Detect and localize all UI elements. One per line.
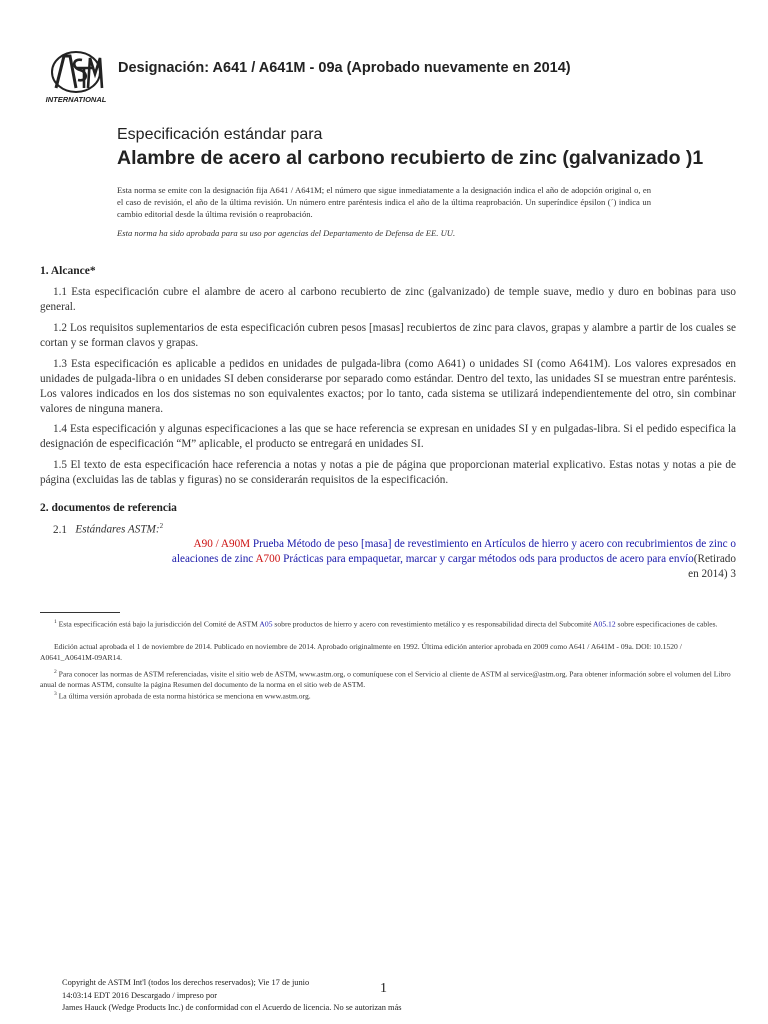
page-number: 1 <box>380 981 387 996</box>
astm-standards-line <box>40 522 163 536</box>
section-2-heading: 2. documentos de referencia <box>40 502 177 514</box>
astm-logo-icon <box>42 50 110 104</box>
paragraph-text: 1.5 El texto de esta especificación hace referencia a notas y notas a pie de página que proporcionan material explicativo. Estas notas y notas a pie de página (excluidas las de tablas y figuras) no se considerarán requisitos de la especificación. <box>40 459 736 486</box>
reference-list <box>160 537 736 582</box>
footnote-sup: 1 <box>54 619 57 625</box>
paragraph-1-3 <box>40 357 736 417</box>
paragraph-1-1 <box>40 285 736 315</box>
footnote-text: Para conocer las normas de ASTM referenciadas, visite el sitio web de ASTM, www.astm.org, o comuníquese con el Servicio al cliente de ASTM al service@astm.org. Para obtener información sobre el volumen del Libro anual de normas ASTM, consulte la página Resumen del documento de la norma en el sitio web de ASTM. <box>40 669 731 690</box>
section-1-heading: 1. Alcance* <box>40 265 96 277</box>
intro-note: Esta norma se emite con la designación fija A641 / A641M; el número que sigue inmediatamente a la designación indica el año de adopción original o, en el caso de revisión, el año de la última revisión. Un número entre paréntesis indica el año de la última reaprobación. Un superíndice épsilon (´) indica un cambio editorial desde la última revisión o reaprobación. <box>117 185 651 219</box>
spec-label: Especificación estándar para <box>117 126 323 143</box>
ref-a90-title-link[interactable]: Prueba Método de peso [masa] de revestimiento en Artículos de hierro y acero con recubrimientos de zinc o aleaciones de zinc <box>171 538 736 565</box>
footnote-sup: 2 <box>54 669 57 675</box>
ref-a700-note: (Retirado en 2014) 3 <box>688 553 736 580</box>
logo-subtext: INTERNATIONAL <box>45 95 107 104</box>
document-title: Alambre de acero al carbono recubierto de zinc (galvanizado )1 <box>117 147 704 169</box>
footnote-sup: 3 <box>54 691 57 697</box>
paragraph-1-5 <box>40 458 736 488</box>
paragraph-text: 1.4 Esta especificación y algunas especificaciones a las que se hace referencia se expresan en unidades SI y en pulgadas-libra. Si el pedido especifica la designación de especificación “M” aplicable, el producto se entregará en unidades SI. <box>40 423 736 450</box>
designation: Designación: A641 / A641M - 09a (Aprobado nuevamente en 2014) <box>118 60 571 76</box>
footnote-1 <box>40 617 736 630</box>
paragraph-1-4 <box>40 422 736 452</box>
copyright-notice <box>62 977 452 1015</box>
paragraph-text: 1.3 Esta especificación es aplicable a pedidos en unidades de pulgada-libra (como A641) o unidades SI (como A641M). Los valores expresados en unidades de pulgada-libra o en unidades SI deben considerarse por separado como estándar. Dentro del texto, las unidades SI se muestran entre paréntesis. Los valores indicados en los dos sistemas no son equivalentes exactos; por lo tanto, cada sistema se utilizará independientemente del otro, sin combinar valores de ninguna manera. <box>40 358 736 415</box>
copyright-line: 14:03:14 EDT 2016 Descargado / impreso por <box>62 990 218 1000</box>
footnote-1-edition <box>40 642 736 663</box>
footnote-ref: 2 <box>159 522 164 530</box>
footnote-text: La última versión aprobada de esta norma histórica se menciona en www.astm.org. <box>58 691 311 701</box>
footnote-3 <box>40 689 736 702</box>
subsection-number: 2.1 <box>53 523 67 536</box>
footnote-text: Esta especificación está bajo la jurisdicción del Comité de ASTM <box>58 619 258 629</box>
subsection-label: Estándares ASTM: <box>75 523 160 536</box>
paragraph-1-2 <box>40 321 736 351</box>
astm-logo <box>42 50 110 104</box>
footnote-2 <box>40 667 736 691</box>
footnote-text: sobre especificaciones de cables. <box>617 619 718 629</box>
copyright-line: James Hauck (Wedge Products Inc.) de conformidad con el Acuerdo de licencia. No se autorizan más <box>62 1003 402 1012</box>
footnote-text: sobre productos de hierro y acero con revestimiento metálico y es responsabilidad directa del Subcomité <box>274 619 592 629</box>
dod-note: Esta norma ha sido aprobada para su uso por agencias del Departamento de Defensa de EE. UU. <box>117 228 456 238</box>
paragraph-text: 1.2 Los requisitos suplementarios de esta especificación cubren pesos [masas] recubiertos de zinc para clavos, grapas y alambre a partir de los cuales se cortan y se forman clavos y grapas. <box>40 322 736 349</box>
ref-a700-title-link[interactable]: Prácticas para empaquetar, marcar y cargar métodos ods para productos de acero para envío <box>283 553 694 565</box>
ref-a700-link[interactable]: A700 <box>255 553 281 565</box>
footnote-divider <box>40 612 120 613</box>
paragraph-text: 1.1 Esta especificación cubre el alambre de acero al carbono recubierto de zinc (galvanizado) de temple suave, medio y duro en bobinas para uso general. <box>40 286 736 313</box>
subcommittee-a0512-link[interactable]: A05.12 <box>593 619 616 629</box>
footnote-text: Edición actual aprobada el 1 de noviembre de 2014. Publicado en noviembre de 2014. Aprobado originalmente en 1992. Última edición anterior aprobada en 2009 como A641 / A641M - 09a. DOI: 10.1520 / A0641_A0641M-09AR14. <box>40 642 682 662</box>
copyright-line: Copyright de ASTM Int'l (todos los derechos reservados); Vie 17 de junio <box>62 978 310 987</box>
ref-a90-link[interactable]: A90 / A90M <box>193 538 251 550</box>
committee-a05-link[interactable]: A05 <box>259 619 273 629</box>
